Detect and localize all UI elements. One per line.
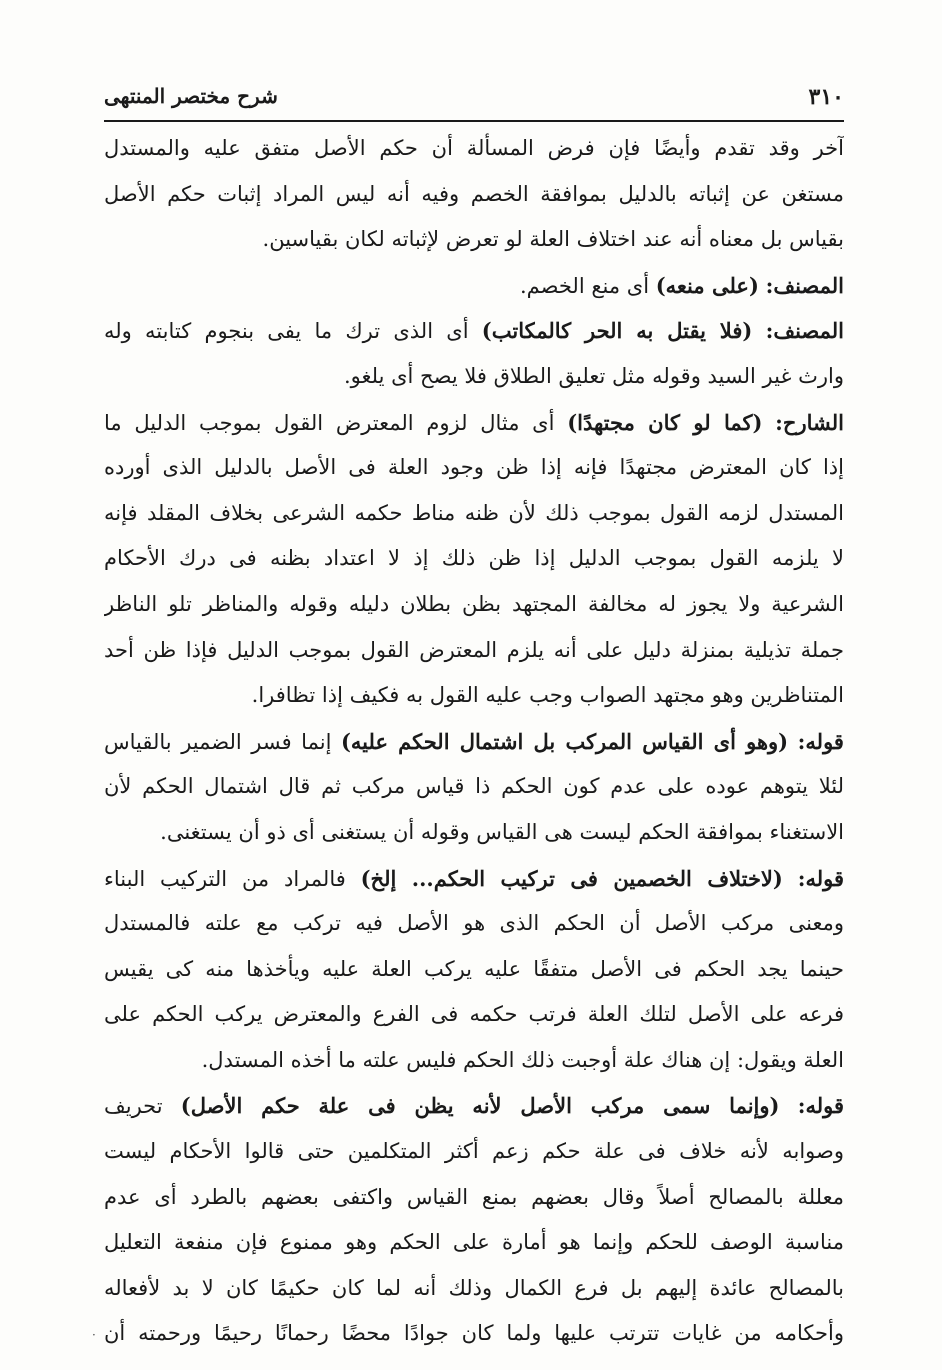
text-line (104, 491, 844, 537)
line-text: الاستغناء بموافقة الحكم ليست هى القياس وقوله أن يستغنى أى ذو أن يستغنى. (160, 819, 844, 844)
line-text: ومعنى مركب الأصل أن الحكم الذى هو الأصل فيه تركب مع علته فالمستدل (104, 911, 844, 936)
line-text: جملة تذيلية بمنزلة دليل على أنه يلزم المعترض القول بموجب الدليل فإذا ظن أحد (104, 637, 844, 662)
line-text: آخر وقد تقدم وأيضًا فإن فرض المسألة أن حكم الأصل متفق عليه والمستدل (104, 136, 844, 160)
line-text: تحريف (104, 1094, 163, 1119)
speaker-label: الشارح: (775, 409, 844, 435)
quoted-passage: (فلا يقتل به الحر كالمكاتب) (481, 318, 753, 344)
line-text: مناسبة الوصف للحكم وإنما هو أمارة على الحكم وهو ممنوع فإن منفعة التعليل (104, 1230, 844, 1255)
text-line (104, 810, 844, 856)
text-line (104, 764, 844, 810)
line-text: المستدل لزمه القول بموجب ذلك لأن ظنه مناط حكمه الشرعى بخلاف المقلد فإنه (104, 500, 844, 525)
text-line (104, 1175, 844, 1221)
text-line (104, 217, 844, 263)
speaker-label: المصنف: (765, 272, 844, 298)
line-text: أى مثال لزوم المعترض القول بموجب الدليل ما (104, 410, 555, 435)
line-text: بقياس بل معناه أنه عند اختلاف العلة لو تعرض لإثباته لكان بقياسين. (262, 227, 844, 252)
text-line (104, 947, 844, 993)
speaker-label: قوله: (797, 865, 844, 891)
line-text: وصوابه لأنه خلاف فى علة حكم زعم أكثر المتكلمين حتى قالوا الأحكام ليست (104, 1139, 844, 1164)
text-line (104, 1266, 844, 1312)
line-text: وأحكامه من غايات تترتب عليها ولما كان جوادًا محضًا رحمانًا رحيمًا ورحمته أن (104, 1321, 844, 1346)
text-line (104, 992, 844, 1038)
text-line (104, 354, 844, 400)
text-line (104, 673, 844, 719)
line-text: لا يلزمه القول بموجب الدليل إذا ظن ذلك إذ لا اعتداد بظنه فى درك الأحكام (104, 546, 844, 571)
quoted-passage: (على منعه) (655, 272, 759, 298)
line-text: فرعه على الأصل لتلك العلة فرتب حكمه فى الفرع والمعترض يركب الحكم على (104, 1002, 844, 1027)
line-text: معللة بالمصالح أصلاً وقال بعضهم بمنع القياس واكتفى بعضهم بالطرد أى عدم (104, 1184, 844, 1209)
text-line (104, 445, 844, 491)
speaker-label: قوله: (797, 728, 844, 754)
line-text: أى الذى ترك ما يفى بنجوم كتابته وله (104, 319, 469, 344)
line-text: وارث غير السيد وقوله مثل تعليق الطلاق فلا يصح أى يلغو. (343, 363, 844, 388)
header-rule (104, 120, 844, 122)
line-text: بالمصالح عائدة إليهم بل فرع الكمال وذلك أنه لما كان حكيمًا كان لا بد لأفعاله (104, 1275, 844, 1300)
text-line (104, 1129, 844, 1175)
line-text: إنما فسر الضمير بالقياس (104, 729, 332, 754)
speaker-label: قوله: (797, 1093, 844, 1119)
line-text: الشرعية ولا يجوز له مخالفة المجتهد بظن بطلان دليله وقوله والمناظر تلو الناظر (104, 591, 844, 616)
text-line (104, 400, 844, 446)
text-line (104, 1083, 844, 1129)
body-text (104, 126, 844, 1357)
page-number: ٣١٠ (808, 84, 844, 110)
line-text: إذا كان المعترض مجتهدًا فإنه إذا ظن وجود العلة فى الأصل بالدليل الذى أورده (104, 455, 844, 480)
text-line (104, 308, 844, 354)
text-line (104, 126, 844, 172)
text-line (104, 172, 844, 218)
line-text: فالمراد من التركيب البناء (104, 866, 346, 891)
text-line (104, 901, 844, 947)
text-line (104, 263, 844, 309)
text-line (104, 628, 844, 674)
text-line (104, 856, 844, 902)
running-title: شرح مختصر المنتهى (104, 84, 278, 108)
text-line (104, 719, 844, 765)
quoted-passage: (وإنما سمى مركب الأصل لأنه يظن فى علة حكم الأصل) (180, 1093, 780, 1119)
quoted-passage: (وهو أى القياس المركب بل اشتمال الحكم عليه) (340, 728, 789, 754)
line-text: أى منع الخصم. (520, 273, 650, 298)
line-text: العلة ويقول: إن هناك علة أوجبت ذلك الحكم فليس علته ما أخذه المستدل. (201, 1047, 844, 1072)
quoted-passage: (كما لو كان مجتهدًا) (567, 409, 763, 435)
line-text: حينما يجد الحكم فى الأصل متفقًا عليه يركب العلة عليه ويأخذها منه كى يقيس (104, 956, 844, 981)
text-line (104, 1311, 844, 1357)
text-line (104, 1220, 844, 1266)
text-line (104, 536, 844, 582)
text-line (104, 1038, 844, 1084)
line-text: مستغن عن إثباته بالدليل بموافقة الخصم وفيه أنه ليس المراد إثبات حكم الأصل (104, 181, 844, 206)
text-line (104, 582, 844, 628)
speaker-label: المصنف: (765, 318, 844, 344)
line-text: لئلا يتوهم عوده على عدم كون الحكم ذا قياس مركب ثم قال اشتمال الحكم لأن (104, 774, 844, 799)
quoted-passage: (لاختلاف الخصمين فى تركيب الحكم... إلخ) (360, 865, 783, 891)
line-text: المتناظرين وهو مجتهد الصواب وجب عليه القول به فكيف إذا تظافرا. (251, 683, 844, 708)
page-header (104, 78, 844, 118)
footer-mark: · (92, 1328, 96, 1342)
